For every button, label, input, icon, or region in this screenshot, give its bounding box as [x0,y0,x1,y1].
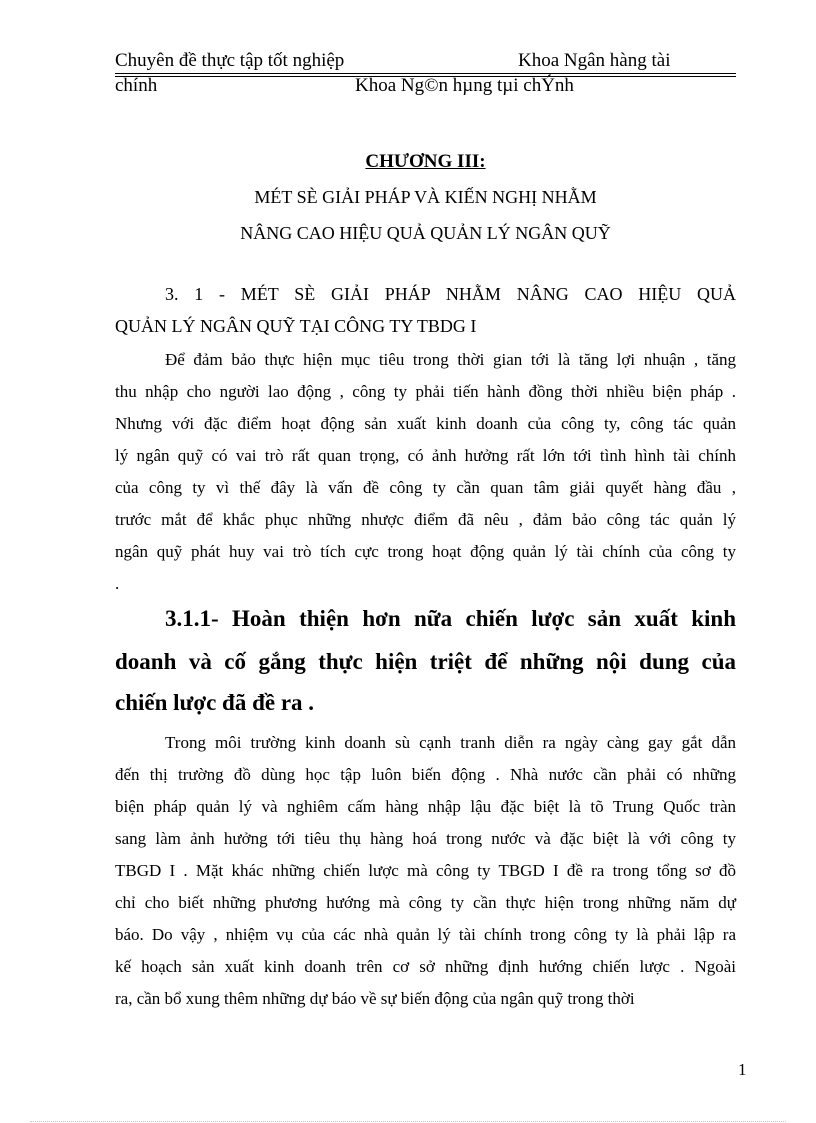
paragraph-line: báo. Do vậy , nhiệm vụ của các nhà quản lý tài chính trong công ty là phải lập ra [115,925,736,944]
chapter-title: CHƯƠNG III: [365,151,486,172]
header-rule [115,73,736,74]
header-line2-left: chính [115,75,158,96]
page-bottom-divider [30,1121,786,1122]
paragraph-line: thu nhập cho người lao động , công ty phải tiến hành đồng thời nhiều biện pháp . [115,382,736,401]
paragraph-line: biện pháp quản lý và nghiêm cấm hàng nhập lậu đặc biệt là tõ Trung Quốc tràn [115,797,736,816]
paragraph-line: ngân quỹ phát huy vai trò tích cực trong hoạt động quản lý tài chính của công ty [115,542,736,561]
subsection-heading-line3: chiến lược đã đề ra . [115,690,315,715]
paragraph-line: chỉ cho biết những phương hướng mà công ty cần thực hiện trong những năm dự [115,893,736,912]
paragraph-line: ra, cần bổ xung thêm những dự báo về sự biến động của ngân quỹ trong thời [115,989,635,1008]
paragraph-line: sang làm ảnh hưởng tới tiêu thụ hàng hoá trong nước và đặc biệt là với công ty [115,829,736,848]
paragraph-line: của công ty vì thế đây là vấn đề công ty cần quan tâm giải quyết hàng đầu , [115,478,736,497]
paragraph-line: Nhưng với đặc điểm hoạt động sản xuất kinh doanh của công ty, công tác quản [115,414,736,433]
section-heading-line2: QUẢN LÝ NGÂN QUỸ TẠI CÔNG TY TBDG I [115,316,477,336]
page-number: 1 [738,1060,747,1079]
subsection-heading-line2: doanh và cố gắng thực hiện triệt để những nội dung của [115,649,736,674]
paragraph-line: TBGD I . Mặt khác những chiến lược mà công ty TBGD I đề ra trong tổng sơ đồ [115,861,736,880]
chapter-subtitle-2: NÂNG CAO HIỆU QUẢ QUẢN LÝ NGÂN QUỸ [240,223,611,243]
header-right: Khoa Ngân hàng tài [518,50,671,71]
subsection-heading-line1: 3.1.1- Hoàn thiện hơn nữa chiến lược sản xuất kinh [165,606,736,631]
paragraph-line: Trong môi trường kinh doanh sù cạnh tranh diễn ra ngày càng gay gắt dẫn [165,733,736,752]
paragraph-line: đến thị trường đồ dùng học tập luôn biến động . Nhà nước cần phải có những [115,765,736,784]
paragraph-line: . [115,574,120,593]
header-left: Chuyên đề thực tập tốt nghiệp [115,50,345,71]
chapter-subtitle-1: MÉT SÈ GIẢI PHÁP VÀ KIẾN NGHỊ NHẰM [254,187,597,207]
paragraph-line: Để đảm bảo thực hiện mục tiêu trong thời gian tới là tăng lợi nhuận , tăng [165,350,736,369]
paragraph-line: lý ngân quỹ có vai trò rất quan trọng, có ảnh hưởng rất lớn tới tình hình tài chính [115,446,736,465]
header-line2-right: Khoa Ng©n hµng tµi chÝnh [355,75,574,96]
paragraph-line: trước mắt để khắc phục những nhược điểm đã nêu , đảm bảo công tác quản lý [115,510,736,529]
paragraph-line: kế hoạch sản xuất kinh doanh trên cơ sở những định hướng chiến lược . Ngoài [115,957,736,976]
section-heading-line1: 3. 1 - MÉT SÈ GIẢI PHÁP NHẰM NÂNG CAO HIỆU QUẢ [165,284,736,304]
